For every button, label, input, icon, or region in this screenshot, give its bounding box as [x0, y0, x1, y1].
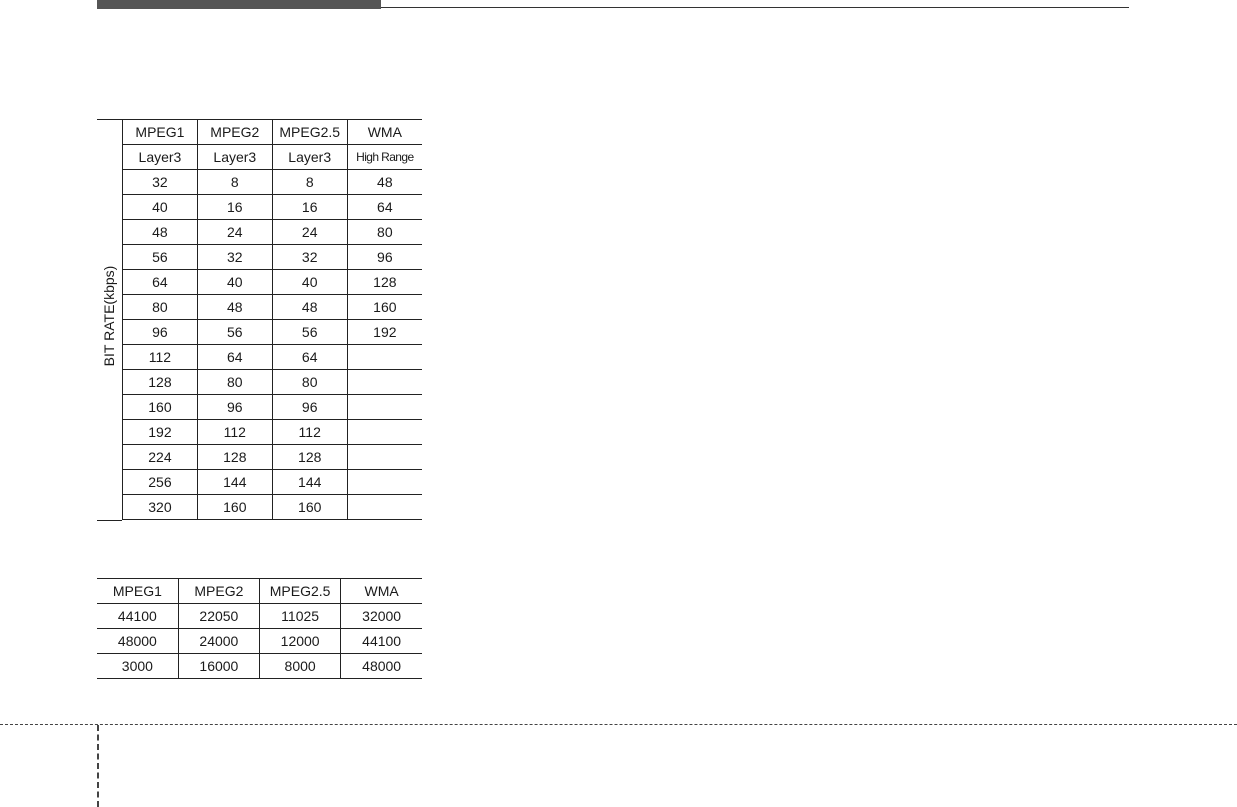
- table-row: [123, 495, 423, 520]
- table-cell: 80: [347, 220, 422, 245]
- table-cell: 160: [272, 495, 347, 520]
- column-header: MPEG1: [97, 579, 178, 604]
- table-cell: 128: [123, 370, 198, 395]
- table-subheader-row: [123, 145, 423, 170]
- table-row: [123, 470, 423, 495]
- bitrate-section: [97, 119, 422, 521]
- table-cell: 160: [347, 295, 422, 320]
- table-cell: 96: [272, 395, 347, 420]
- table-cell: 16: [197, 195, 272, 220]
- column-subheader: Layer3: [272, 145, 347, 170]
- table-cell: 40: [272, 270, 347, 295]
- column-header: MPEG2.5: [260, 579, 341, 604]
- table-cell: 96: [123, 320, 198, 345]
- table-cell: 12000: [260, 629, 341, 654]
- column-header: MPEG2: [178, 579, 259, 604]
- table-cell: 24000: [178, 629, 259, 654]
- table-cell: 3000: [97, 654, 178, 679]
- table-row: [123, 170, 423, 195]
- table-cell: 16: [272, 195, 347, 220]
- column-header: WMA: [347, 120, 422, 145]
- table-cell: [347, 420, 422, 445]
- table-cell: 48000: [97, 629, 178, 654]
- table-cell: [347, 395, 422, 420]
- table-cell: 64: [123, 270, 198, 295]
- column-header: WMA: [341, 579, 422, 604]
- table-cell: 128: [197, 445, 272, 470]
- table-cell: 256: [123, 470, 198, 495]
- table-header-row: [97, 579, 422, 604]
- column-subheader: Layer3: [123, 145, 198, 170]
- table-cell: 56: [272, 320, 347, 345]
- column-header: MPEG2.5: [272, 120, 347, 145]
- table-cell: 44100: [97, 604, 178, 629]
- table-row: [97, 629, 422, 654]
- table-cell: 112: [123, 345, 198, 370]
- table-row: [123, 195, 423, 220]
- table-cell: 80: [197, 370, 272, 395]
- table-row: [123, 345, 423, 370]
- table-cell: 224: [123, 445, 198, 470]
- table-cell: 48: [347, 170, 422, 195]
- table-row: [123, 445, 423, 470]
- table-cell: 56: [123, 245, 198, 270]
- page-dashed-margin: [97, 725, 99, 807]
- table-cell: [347, 370, 422, 395]
- table-cell: 320: [123, 495, 198, 520]
- table-cell: 44100: [341, 629, 422, 654]
- table-row: [123, 420, 423, 445]
- header-rule: [381, 7, 1129, 8]
- table-cell: 192: [123, 420, 198, 445]
- column-subheader: High Range: [347, 145, 422, 170]
- table-cell: 64: [272, 345, 347, 370]
- table-cell: 80: [123, 295, 198, 320]
- column-header: MPEG2: [197, 120, 272, 145]
- table-cell: 144: [197, 470, 272, 495]
- table-cell: 11025: [260, 604, 341, 629]
- table-cell: 192: [347, 320, 422, 345]
- table-cell: 48000: [341, 654, 422, 679]
- table-cell: 112: [197, 420, 272, 445]
- table-cell: 8: [272, 170, 347, 195]
- table-cell: 32: [197, 245, 272, 270]
- table-cell: 32: [123, 170, 198, 195]
- table-cell: 64: [347, 195, 422, 220]
- bitrate-axis-label: BIT RATE(kbps): [101, 265, 117, 367]
- table-cell: 144: [272, 470, 347, 495]
- table-cell: 160: [197, 495, 272, 520]
- table-cell: 160: [123, 395, 198, 420]
- table-cell: 112: [272, 420, 347, 445]
- table-cell: 48: [197, 295, 272, 320]
- table-cell: [347, 445, 422, 470]
- table-cell: 24: [272, 220, 347, 245]
- bitrate-table: [122, 119, 422, 520]
- table-cell: 24: [197, 220, 272, 245]
- table-cell: 80: [272, 370, 347, 395]
- table-row: [123, 295, 423, 320]
- column-subheader: Layer3: [197, 145, 272, 170]
- table-cell: 40: [123, 195, 198, 220]
- table-cell: 96: [197, 395, 272, 420]
- table-row: [97, 654, 422, 679]
- table-row: [123, 270, 423, 295]
- header-tab-bar: [97, 0, 381, 9]
- table-cell: [347, 470, 422, 495]
- table-cell: 16000: [178, 654, 259, 679]
- bitrate-axis: [97, 119, 122, 521]
- table-row: [123, 395, 423, 420]
- table-row: [123, 370, 423, 395]
- table-cell: 128: [272, 445, 347, 470]
- table-row: [123, 220, 423, 245]
- table-cell: 40: [197, 270, 272, 295]
- table-row: [123, 320, 423, 345]
- table-row: [97, 604, 422, 629]
- table-cell: [347, 345, 422, 370]
- table-row: [123, 245, 423, 270]
- table-cell: 96: [347, 245, 422, 270]
- table-cell: 32000: [341, 604, 422, 629]
- column-header: MPEG1: [123, 120, 198, 145]
- table-header-row: [123, 120, 423, 145]
- table-cell: 32: [272, 245, 347, 270]
- page-dashed-rule: [0, 724, 1237, 725]
- table-cell: 48: [272, 295, 347, 320]
- sampling-frequency-table: [97, 578, 422, 679]
- table-cell: 48: [123, 220, 198, 245]
- table-cell: 128: [347, 270, 422, 295]
- table-cell: 56: [197, 320, 272, 345]
- table-cell: 8000: [260, 654, 341, 679]
- table-cell: [347, 495, 422, 520]
- table-cell: 22050: [178, 604, 259, 629]
- table-cell: 8: [197, 170, 272, 195]
- table-cell: 64: [197, 345, 272, 370]
